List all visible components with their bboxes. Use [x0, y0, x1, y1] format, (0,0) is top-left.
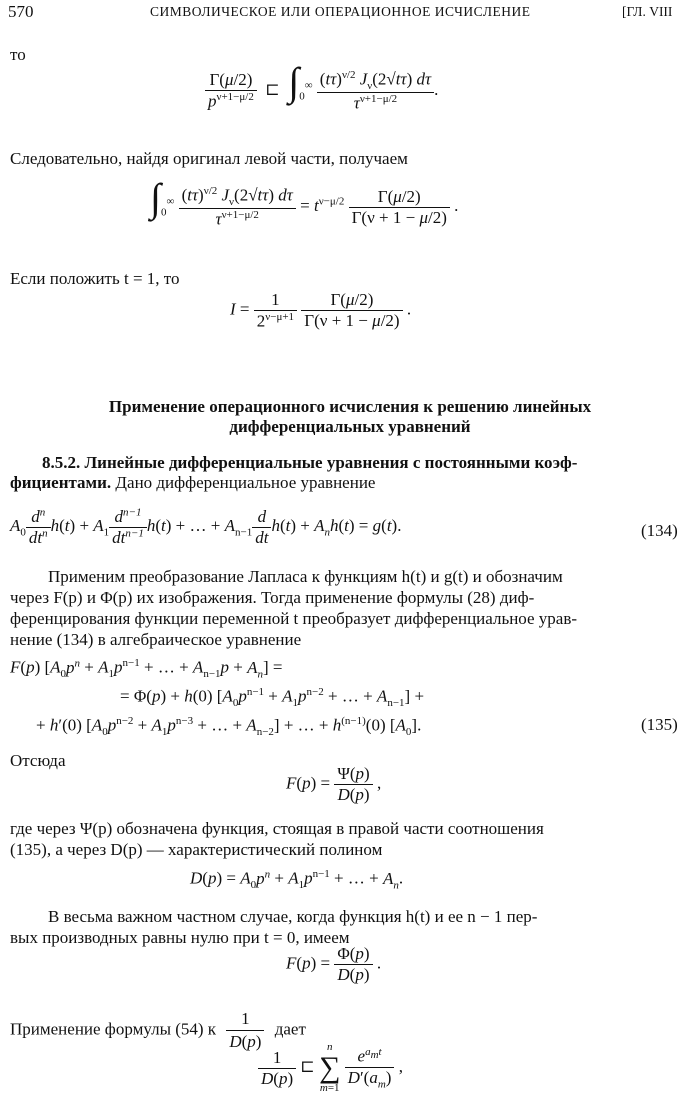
- subsection-heading: [42, 452, 577, 474]
- para-laplace-4: нение (134) в алгебраическое уравнение: [10, 630, 302, 649]
- page-header: [0, 2, 700, 24]
- equation-I: I = $\frac{1}{2^{\nu-\mu+1}}$ $\frac{\Gamma(\mu/2)}{\Gamma(\nu + 1 - \mu/2)}$ .: [230, 290, 412, 331]
- section-title-line-1: Применение операционного исчисления к решению линейных: [108, 397, 592, 416]
- page-number: 570: [8, 2, 34, 21]
- equation-135-line-2: = Φ(p) + h(0) [$A_0p^{n-1} + A_1p^{n-2}$ + … + $A_{n-1}$] +: [120, 686, 425, 710]
- equation-original: $\int_0^\infty$ $\frac{(t\tau)^{\nu/2} J_\nu(2√t\tau) d\tau}{\tau^{\nu+1-\mu/2}}$ = $t^{\nu-\mu/2}$ $\frac{\Gamma(\mu/2)}{\Gamma(\nu + 1 - \mu/2)}$ .: [150, 175, 459, 229]
- subsection-heading-2: [10, 472, 375, 494]
- equation-135-number: (135): [641, 715, 678, 734]
- equation-inverse-sum: $\frac{1}{D(p)}$ ⊏ n ∑ m=1 $\frac{e^{a_mt}}{D'(a_m)}$ ,: [258, 1042, 403, 1094]
- subsection-title-2: фициентами.: [10, 473, 112, 492]
- subsection-title: Линейные дифференциальные уравнения с постоянными коэф-: [84, 453, 578, 472]
- subsection-given: Дано дифференциальное уравнение: [115, 473, 376, 492]
- text-if-set: Если положить t = 1, то: [10, 269, 180, 288]
- subsection-number: 8.5.2.: [42, 453, 81, 472]
- text-apply-54: Применение формулы (54) к: [10, 1019, 217, 1039]
- text-hence: Отсюда: [10, 751, 66, 770]
- text-gives: дает: [274, 1019, 306, 1039]
- para-special-2: вых производных равны нулю при t = 0, имеем: [10, 928, 350, 947]
- apply-line: Применение формулы (54) к $\frac{1}{D(p)}$ дает: [10, 1009, 306, 1051]
- para-where-2: (135), а через D(p) — характеристический полином: [10, 840, 383, 859]
- equation-135-line-1: F(p) [$A_0p^n + A_1p^{n-1}$ + … + $A_{n-1}p + A_n$] =: [10, 657, 283, 681]
- equation-F-psi: F(p) = $\frac{\Psi(p)}{D(p)}$ ,: [286, 764, 382, 804]
- text-to: то: [10, 45, 26, 64]
- equation-134-number: (134): [641, 521, 678, 540]
- para-special-1: В весьма важном частном случае, когда функция h(t) и ее n − 1 пер-: [48, 907, 538, 926]
- equation-gamma-transform: $\frac{\Gamma(\mu/2)}{p^{\nu+1-\mu/2}}$ ⊏ $\int_0^\infty$ $\frac{(t\tau)^{\nu/2} J_\nu(2√t\tau) d\tau}{\tau^{\nu+1-\mu/2}}$ .: [205, 62, 438, 113]
- running-title: СИМВОЛИЧЕСКОЕ ИЛИ ОПЕРАЦИОННОЕ ИСЧИСЛЕНИЕ: [150, 4, 531, 19]
- text-consequently: Следовательно, найдя оригинал левой части, получаем: [10, 149, 408, 168]
- para-where-1: где через Ψ(p) обозначена функция, стоящая в правой части соотношения: [10, 819, 544, 838]
- section-title-line-2: дифференциальных уравнений: [229, 417, 471, 436]
- equation-F-phi: F(p) = $\frac{\Phi(p)}{D(p)}$ .: [286, 944, 382, 984]
- equation-D-polynomial: $D(p) = A_0p^n + A_1p^{n-1}$ + … + $A_n$.: [190, 868, 404, 892]
- para-laplace-1: Применим преобразование Лапласа к функциям h(t) и g(t) и обозначим: [48, 567, 563, 586]
- chapter-label: [ГЛ. VIII: [622, 4, 673, 19]
- para-laplace-3: ференцирования функции переменной t преобразует дифференциальное урав-: [10, 609, 578, 628]
- equation-135-line-3: + h′(0) [$A_0p^{n-2} + A_1p^{n-3}$ + … + $A_{n-2}$] + … + $h^{(n-1)}(0)$ $[A_0]$.: [36, 715, 422, 739]
- para-laplace-2: через F(p) и Φ(p) их изображения. Тогда применение формулы (28) диф-: [10, 588, 535, 607]
- equation-134: $A_0$ $\frac{d^n}{dt^n}$ $h(t) + A_1$ $\frac{d^{n-1}}{dt^{n-1}}$ h(t) + … + $A_{n-1}$ $\frac{d}{dt}$ $h(t) + A_nh(t) = g(t)$.: [10, 506, 402, 548]
